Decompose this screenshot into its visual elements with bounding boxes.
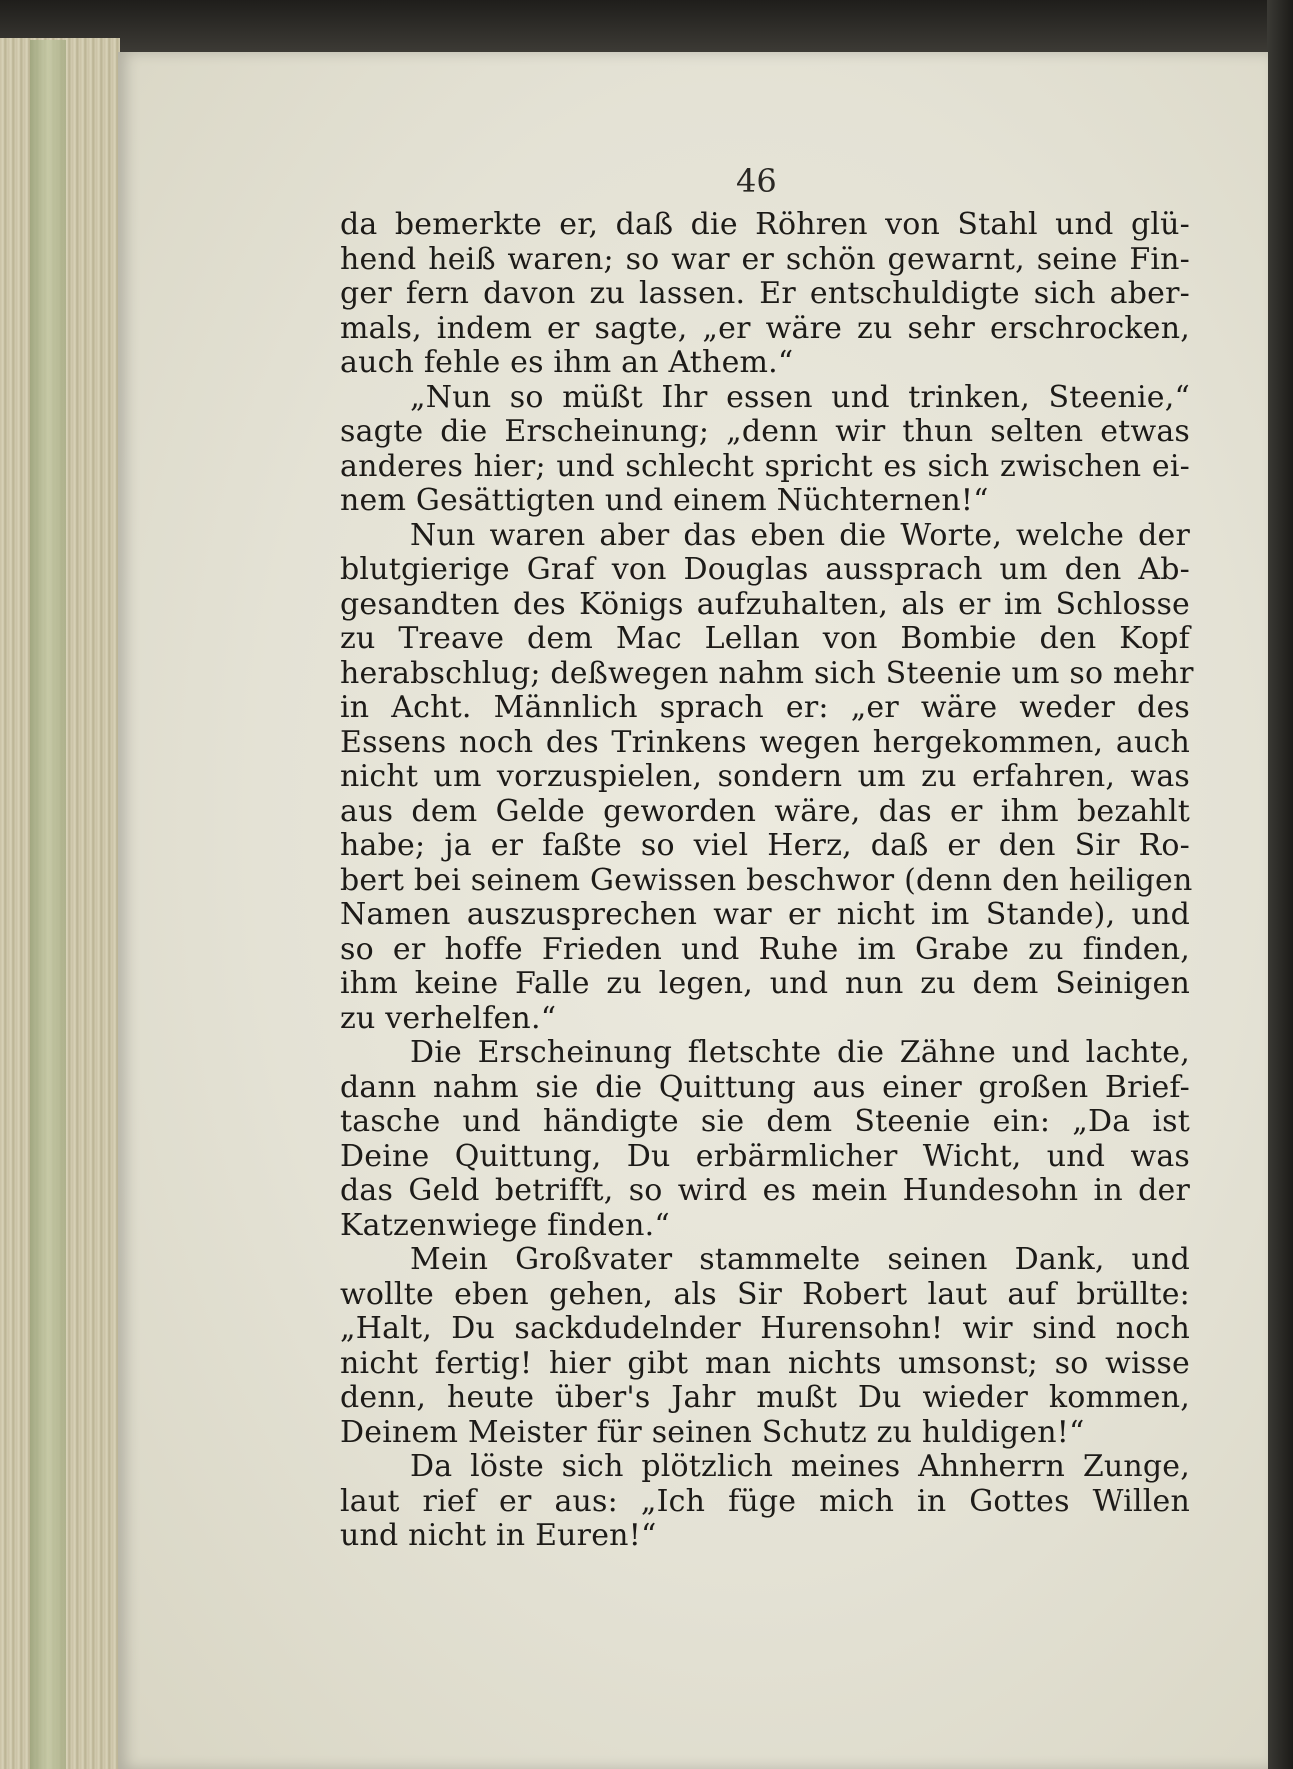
text-line: da bemerkte er, daß die Röhren von Stahl und glü-: [340, 207, 1190, 242]
text-line: anderes hier; und schlecht spricht es sich zwischen ei-: [340, 448, 1190, 484]
text-line: zu verhelfen.“: [340, 1000, 557, 1036]
text-line: in Acht. Männlich sprach er: „er wäre weder des: [340, 690, 1190, 725]
text-line: mals, indem er sagte, „er wäre zu sehr erschrocken,: [340, 310, 1190, 346]
text-line: sagte die Erscheinung; „denn wir thun selten etwas: [340, 414, 1190, 449]
text-line: blutgierige Graf von Douglas aussprach um den Ab-: [340, 552, 1190, 587]
text-line: Deine Quittung, Du erbärmlicher Wicht, und was: [340, 1138, 1190, 1174]
text-line: herabschlug; deßwegen nahm sich Steenie um so mehr: [340, 655, 1194, 691]
text-line: wollte eben gehen, als Sir Robert laut auf brüllte:: [340, 1276, 1190, 1312]
text-line: „Nun so müßt Ihr essen und trinken, Steenie,“: [410, 379, 1190, 415]
text-line: habe; ja er faßte so viel Herz, daß er den Sir Ro-: [340, 828, 1190, 863]
text-line: laut rief er aus: „Ich füge mich in Gottes Willen: [340, 1483, 1190, 1519]
text-line: Mein Großvater stammelte seinen Dank, und: [410, 1242, 1190, 1277]
text-line: denn, heute über's Jahr mußt Du wieder kommen,: [340, 1380, 1190, 1415]
text-line: Die Erscheinung fletschte die Zähne und lachte,: [410, 1035, 1190, 1070]
text-line: nicht um vorzuspielen, sondern um zu erfahren, was: [340, 759, 1190, 794]
text-line: „Halt, Du sackdudelnder Hurensohn! wir sind noch: [340, 1311, 1190, 1346]
body-text: [340, 207, 1194, 1554]
text-line: zu Treave dem Mac Lellan von Bombie den Kopf: [340, 621, 1190, 656]
text-line: so er hoffe Frieden und Ruhe im Grabe zu finden,: [340, 931, 1190, 967]
page-edges-tint: [30, 40, 66, 1769]
text-line: auch fehle es ihm an Athem.“: [340, 345, 794, 380]
text-line: das Geld betrifft, so wird es mein Hundesohn in der: [340, 1173, 1190, 1208]
text-line: Nun waren aber das eben die Worte, welche der: [410, 517, 1190, 553]
text-line: gesandten des Königs aufzuhalten, als er im Schlosse: [340, 586, 1190, 622]
text-line: Deinem Meister für seinen Schutz zu huldigen!“: [340, 1414, 1085, 1450]
text-line: tasche und händigte sie dem Steenie ein: „Da ist: [340, 1104, 1190, 1139]
page-number: 46: [736, 162, 777, 200]
text-line: aus dem Gelde geworden wäre, das er ihm bezahlt: [340, 793, 1190, 829]
text-line: bert bei seinem Gewissen beschwor (denn den heiligen: [340, 862, 1193, 898]
text-line: nem Gesättigten und einem Nüchternen!“: [340, 483, 989, 518]
book-cover-right: [1267, 0, 1293, 1769]
text-line: und nicht in Euren!“: [340, 1518, 657, 1553]
text-line: Essens noch des Trinkens wegen hergekommen, auch: [340, 724, 1190, 760]
text-line: ihm keine Falle zu legen, und nun zu dem Seinigen: [340, 966, 1190, 1001]
text-line: nicht fertig! hier gibt man nichts umsonst; so wisse: [340, 1345, 1190, 1381]
text-line: hend heiß waren; so war er schön gewarnt, seine Fin-: [340, 241, 1190, 277]
text-line: Da löste sich plötzlich meines Ahnherrn Zunge,: [410, 1449, 1190, 1484]
text-line: ger fern davon zu lassen. Er entschuldigte sich aber-: [340, 276, 1190, 311]
text-line: dann nahm sie die Quittung aus einer großen Brief-: [340, 1069, 1190, 1105]
text-line: Katzenwiege finden.“: [340, 1207, 670, 1243]
text-line: Namen auszusprechen war er nicht im Stande), und: [340, 897, 1190, 932]
